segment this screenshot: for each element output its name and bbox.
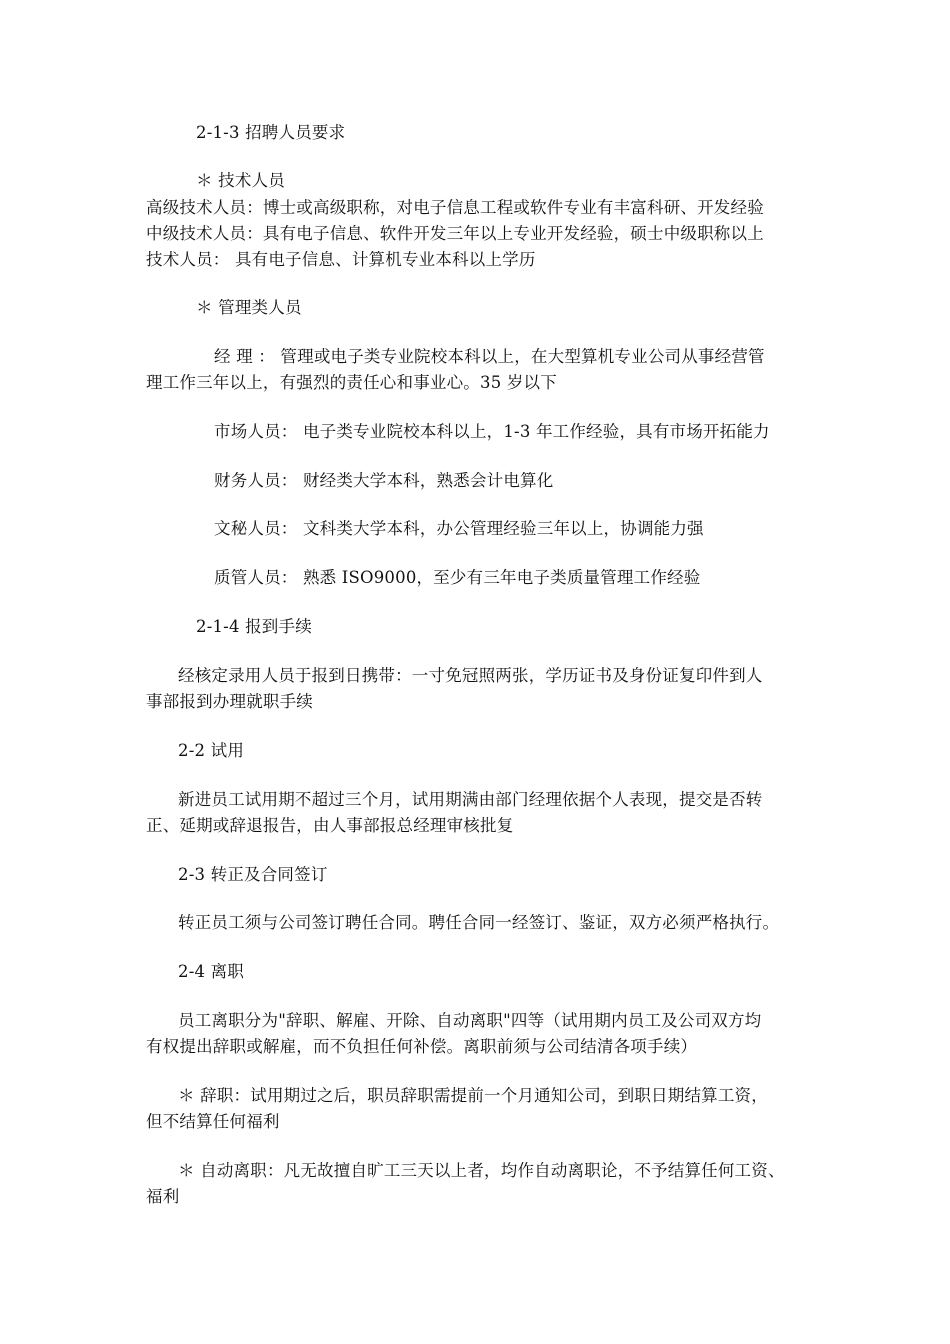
manager-requirement-line2: 理工作三年以上，有强烈的责任心和事业心。35 岁以下: [146, 373, 557, 392]
market-staff-requirement: 市场人员： 电子类专业院校本科以上，1-3 年工作经验，具有市场开拓能力: [214, 422, 770, 441]
tech-staff-heading: ＊ 技术人员: [196, 171, 285, 190]
section-2-4-heading: 2-4 离职: [178, 962, 245, 981]
report-procedure-line2: 事部报到办理就职手续: [146, 692, 313, 711]
auto-leave-rule-line2: 福利: [146, 1187, 180, 1206]
quality-staff-requirement: 质管人员： 熟悉 ISO9000，至少有三年电子类质量管理工作经验: [214, 568, 701, 587]
senior-tech-requirement: 高级技术人员：博士或高级职称，对电子信息工程或软件专业有丰富科研、开发经验: [146, 198, 764, 217]
resign-rule-line2: 但不结算任何福利: [146, 1112, 280, 1131]
report-procedure-line1: 经核定录用人员于报到日携带：一寸免冠照两张，学历证书及身份证复印件到人: [178, 666, 763, 685]
section-2-1-3-heading: 2-1-3 招聘人员要求: [196, 123, 346, 142]
section-2-2-heading: 2-2 试用: [178, 741, 245, 760]
auto-leave-rule-line1: ＊ 自动离职：凡无故擅自旷工三天以上者，均作自动离职论，不予结算任何工资、: [178, 1161, 785, 1180]
manager-requirement-line1: 经 理 ： 管理或电子类专业院校本科以上，在大型算机专业公司从事经营管: [214, 347, 765, 366]
probation-line2: 正、延期或辞退报告，由人事部报总经理审核批复: [146, 816, 514, 835]
section-2-3-heading: 2-3 转正及合同签订: [178, 865, 328, 884]
probation-line1: 新进员工试用期不超过三个月，试用期满由部门经理依据个人表现，提交是否转: [178, 790, 763, 809]
junior-tech-requirement: 技术人员： 具有电子信息、计算机专业本科以上学历: [146, 250, 536, 269]
section-2-1-4-heading: 2-1-4 报到手续: [196, 617, 312, 636]
middle-tech-requirement: 中级技术人员：具有电子信息、软件开发三年以上专业开发经验，硕士中级职称以上: [146, 224, 764, 243]
secretary-staff-requirement: 文秘人员： 文科类大学本科，办公管理经验三年以上，协调能力强: [214, 519, 704, 538]
resignation-types-line2: 有权提出辞职或解雇，而不负担任何补偿。离职前须与公司结清各项手续）: [146, 1037, 698, 1056]
resignation-types-line1: 员工离职分为"辞职、解雇、开除、自动离职"四等（试用期内员工及公司双方均: [178, 1011, 762, 1030]
contract-paragraph: 转正员工须与公司签订聘任合同。聘任合同一经签订、鉴证，双方必须严格执行。: [178, 913, 780, 932]
resign-rule-line1: ＊ 辞职：试用期过之后，职员辞职需提前一个月通知公司，到职日期结算工资，: [178, 1086, 768, 1105]
finance-staff-requirement: 财务人员： 财经类大学本科，熟悉会计电算化: [214, 471, 554, 490]
management-staff-heading: ＊ 管理类人员: [196, 298, 302, 317]
